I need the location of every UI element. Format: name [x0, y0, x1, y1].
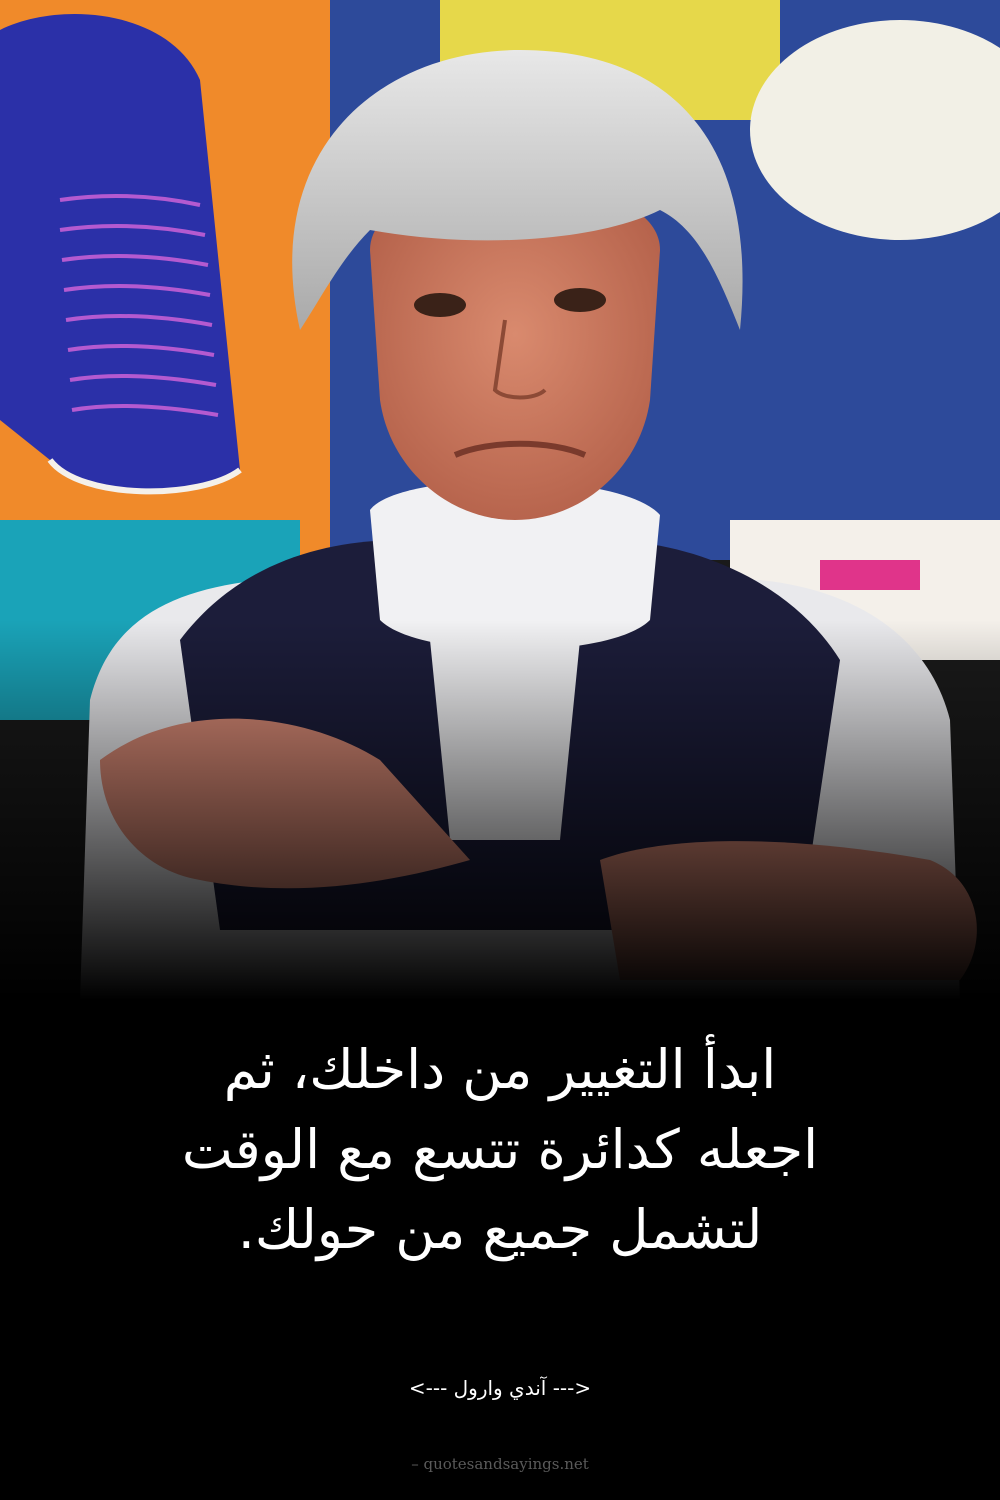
site-watermark: – quotesandsayings.net [411, 1455, 589, 1473]
quote-line: اجعله كدائرة تتسع مع الوقت [181, 1118, 819, 1181]
quote-line: ابدأ التغيير من داخلك، ثم [223, 1038, 777, 1101]
quote-line: لتشمل جميع من حولك. [237, 1198, 763, 1261]
author-attribution: <--- آندي وارول ---> [408, 1376, 592, 1400]
quote-text [40, 1030, 960, 1270]
